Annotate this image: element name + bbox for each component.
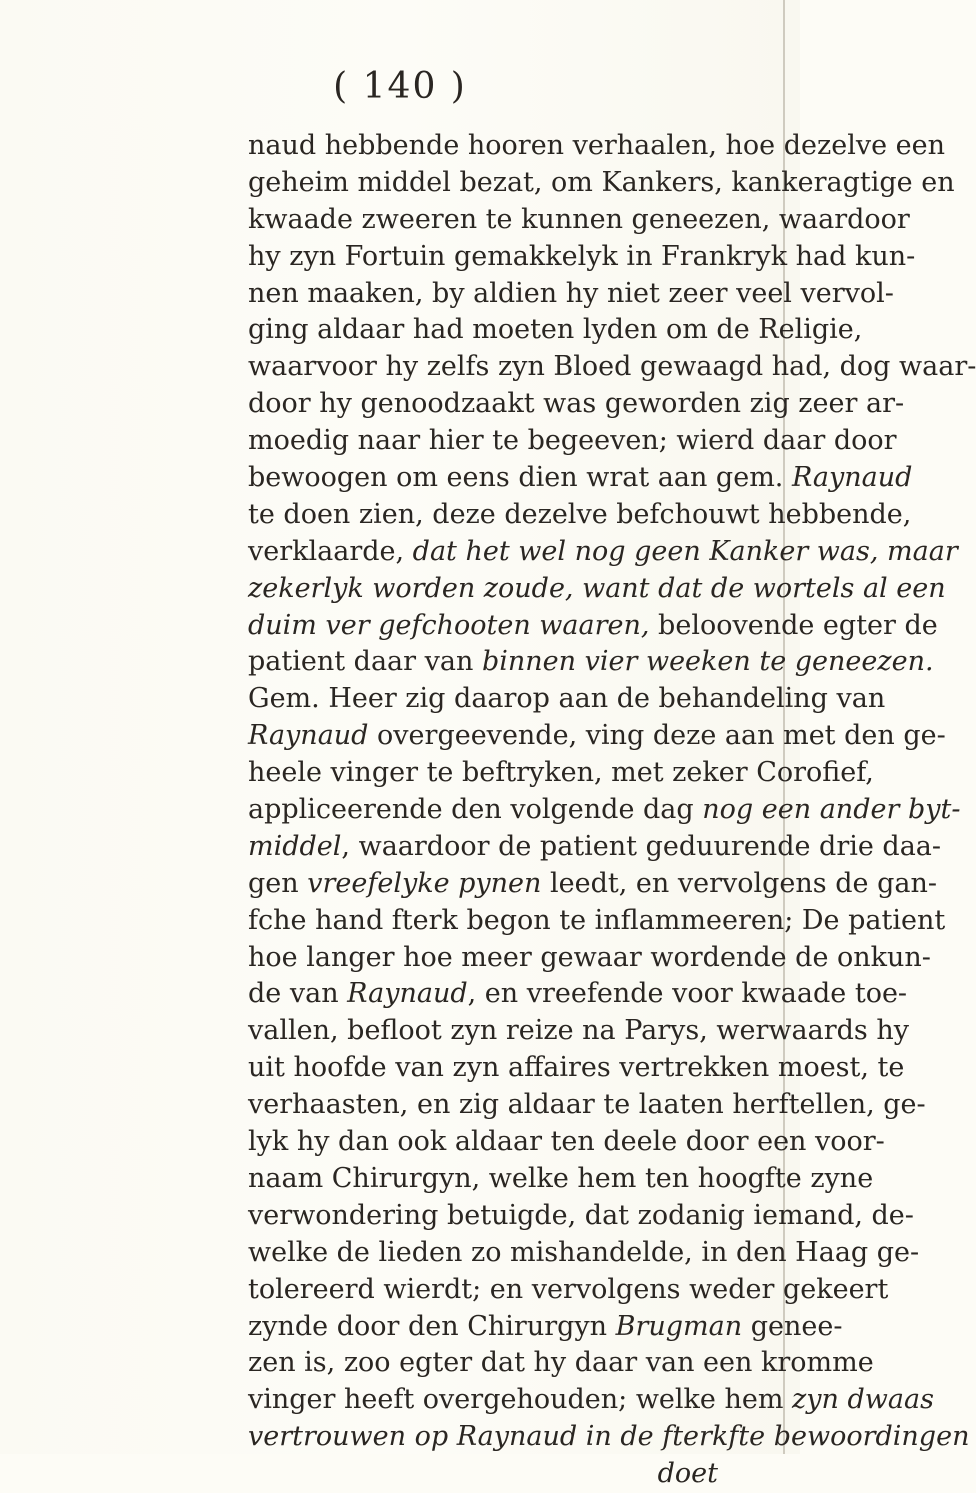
italic-text: zyn dwaas bbox=[792, 1384, 934, 1416]
text-segment: ging aldaar had moeten lyden om de Religie, bbox=[248, 314, 863, 346]
text-segment: zen is, zoo egter dat hy daar van een kromme bbox=[248, 1347, 874, 1379]
text-line bbox=[248, 644, 934, 681]
italic-text: Raynaud bbox=[791, 462, 913, 494]
italic-text: vertrouwen op Raynaud in de fterkfte bewoordingen bbox=[248, 1421, 970, 1453]
text-segment: tolereerd wierdt; en vervolgens weder gekeert bbox=[248, 1273, 889, 1305]
italic-text: middel bbox=[248, 830, 342, 862]
text-line bbox=[248, 165, 955, 202]
text-segment: patient daar van bbox=[248, 646, 482, 678]
italic-text: dat het wel nog geen Kanker was, maar bbox=[412, 535, 958, 567]
text-line bbox=[248, 571, 946, 608]
text-segment: de van bbox=[248, 978, 348, 1010]
text-line bbox=[248, 1419, 970, 1456]
text-segment: vinger heeft overgehouden; welke hem bbox=[248, 1384, 793, 1416]
text-segment: moedig naar hier te begeeven; wierd daar door bbox=[248, 425, 897, 457]
text-line bbox=[248, 755, 874, 792]
text-segment: verklaarde, bbox=[248, 535, 413, 567]
text-segment: welke de lieden zo mishandelde, in den Haag ge- bbox=[248, 1236, 920, 1268]
text-segment: naam Chirurgyn, welke hem ten hoogfte zyne bbox=[248, 1162, 874, 1194]
text-segment: verwondering betuigde, dat zodanig iemand, de- bbox=[248, 1199, 914, 1231]
italic-text: zekerlyk worden zoude, want dat de wortels al een bbox=[248, 572, 946, 604]
text-line bbox=[248, 202, 910, 239]
text-line bbox=[248, 276, 894, 313]
text-line bbox=[248, 1161, 874, 1198]
text-line bbox=[248, 534, 958, 571]
text-segment: hy zyn Fortuin gemakkelyk in Frankryk had kun- bbox=[248, 240, 916, 272]
text-segment: vallen, befloot zyn reize na Parys, werwaards hy bbox=[248, 1015, 909, 1047]
text-segment: uit hoofde van zyn affaires vertrekken moest, te bbox=[248, 1052, 905, 1084]
page-number: ( 140 ) bbox=[333, 66, 467, 107]
text-line bbox=[248, 681, 886, 718]
text-segment: door hy genoodzaakt was geworden zig zeer ar- bbox=[248, 388, 905, 420]
text-line bbox=[248, 829, 942, 866]
text-line bbox=[248, 386, 905, 423]
text-line bbox=[248, 792, 961, 829]
text-segment: zynde door den Chirurgyn bbox=[248, 1310, 616, 1342]
text-segment: Gem. Heer zig daarop aan de behandeling van bbox=[248, 683, 886, 715]
text-line bbox=[248, 423, 897, 460]
text-segment: hoe langer hoe meer gewaar wordende de onkun- bbox=[248, 941, 931, 973]
text-segment: genee- bbox=[742, 1310, 843, 1342]
text-line bbox=[248, 239, 916, 276]
text-segment: kwaade zweeren te kunnen geneezen, waardoor bbox=[248, 203, 910, 235]
text-segment: , waardoor de patient geduurende drie daa- bbox=[341, 830, 942, 862]
text-segment: lyk hy dan ook aldaar ten deele door een voor- bbox=[248, 1126, 885, 1158]
text-line bbox=[248, 460, 913, 497]
text-segment: appliceerende den volgende dag bbox=[248, 794, 703, 826]
text-segment: fche hand fterk begon te inflammeeren; De patient bbox=[248, 904, 946, 936]
italic-text: Raynaud bbox=[248, 720, 369, 752]
text-line bbox=[248, 1087, 926, 1124]
text-line bbox=[248, 940, 931, 977]
text-line bbox=[248, 866, 937, 903]
text-line bbox=[248, 718, 946, 755]
text-line bbox=[248, 903, 946, 940]
text-line bbox=[248, 1456, 718, 1493]
text-segment: heele vinger te beftryken, met zeker Corofief, bbox=[248, 757, 874, 789]
italic-text: Raynaud bbox=[347, 978, 468, 1010]
text-line bbox=[248, 349, 976, 386]
text-line bbox=[248, 1198, 914, 1235]
text-line bbox=[248, 312, 863, 349]
text-segment: gen bbox=[248, 867, 308, 899]
italic-text: binnen vier weeken te geneezen. bbox=[481, 646, 934, 678]
text-segment: verhaasten, en zig aldaar te laaten herftellen, ge- bbox=[248, 1089, 926, 1121]
text-segment: beloovende egter de bbox=[649, 609, 938, 641]
text-line bbox=[248, 608, 938, 645]
text-line bbox=[248, 1235, 920, 1272]
italic-text: duim ver gefchooten waaren, bbox=[248, 609, 650, 641]
text-segment: bewoogen om eens dien wrat aan gem. bbox=[248, 462, 792, 494]
text-segment: nen maaken, by aldien hy niet zeer veel vervol- bbox=[248, 277, 894, 309]
text-segment: te doen zien, deze dezelve befchouwt hebbende, bbox=[248, 498, 912, 530]
body-text bbox=[248, 128, 976, 1493]
text-line bbox=[248, 1272, 889, 1309]
text-segment: waarvoor hy zelfs zyn Bloed gewaagd had, dog waar- bbox=[248, 351, 976, 383]
text-segment: , en vreefende voor kwaade toe- bbox=[467, 978, 908, 1010]
text-line bbox=[248, 1382, 934, 1419]
text-line bbox=[248, 1050, 905, 1087]
text-segment: geheim middel bezat, om Kankers, kankeragtige en bbox=[248, 166, 955, 198]
text-line bbox=[248, 1013, 909, 1050]
italic-text: nog een ander byt- bbox=[702, 794, 961, 826]
text-segment: overgeevende, ving deze aan met den ge- bbox=[368, 720, 946, 752]
text-line bbox=[248, 128, 946, 165]
text-segment: naud hebbende hooren verhaalen, hoe dezelve een bbox=[248, 130, 946, 161]
text-line bbox=[248, 1345, 874, 1382]
text-line bbox=[248, 1124, 885, 1161]
italic-text: Brugman bbox=[615, 1310, 743, 1342]
text-segment: leedt, en vervolgens de gan- bbox=[541, 867, 937, 899]
italic-text: doet bbox=[657, 1458, 718, 1490]
text-line bbox=[248, 1309, 843, 1346]
text-line bbox=[248, 976, 908, 1013]
text-line bbox=[248, 497, 912, 534]
italic-text: vreefelyke pynen bbox=[307, 867, 542, 899]
